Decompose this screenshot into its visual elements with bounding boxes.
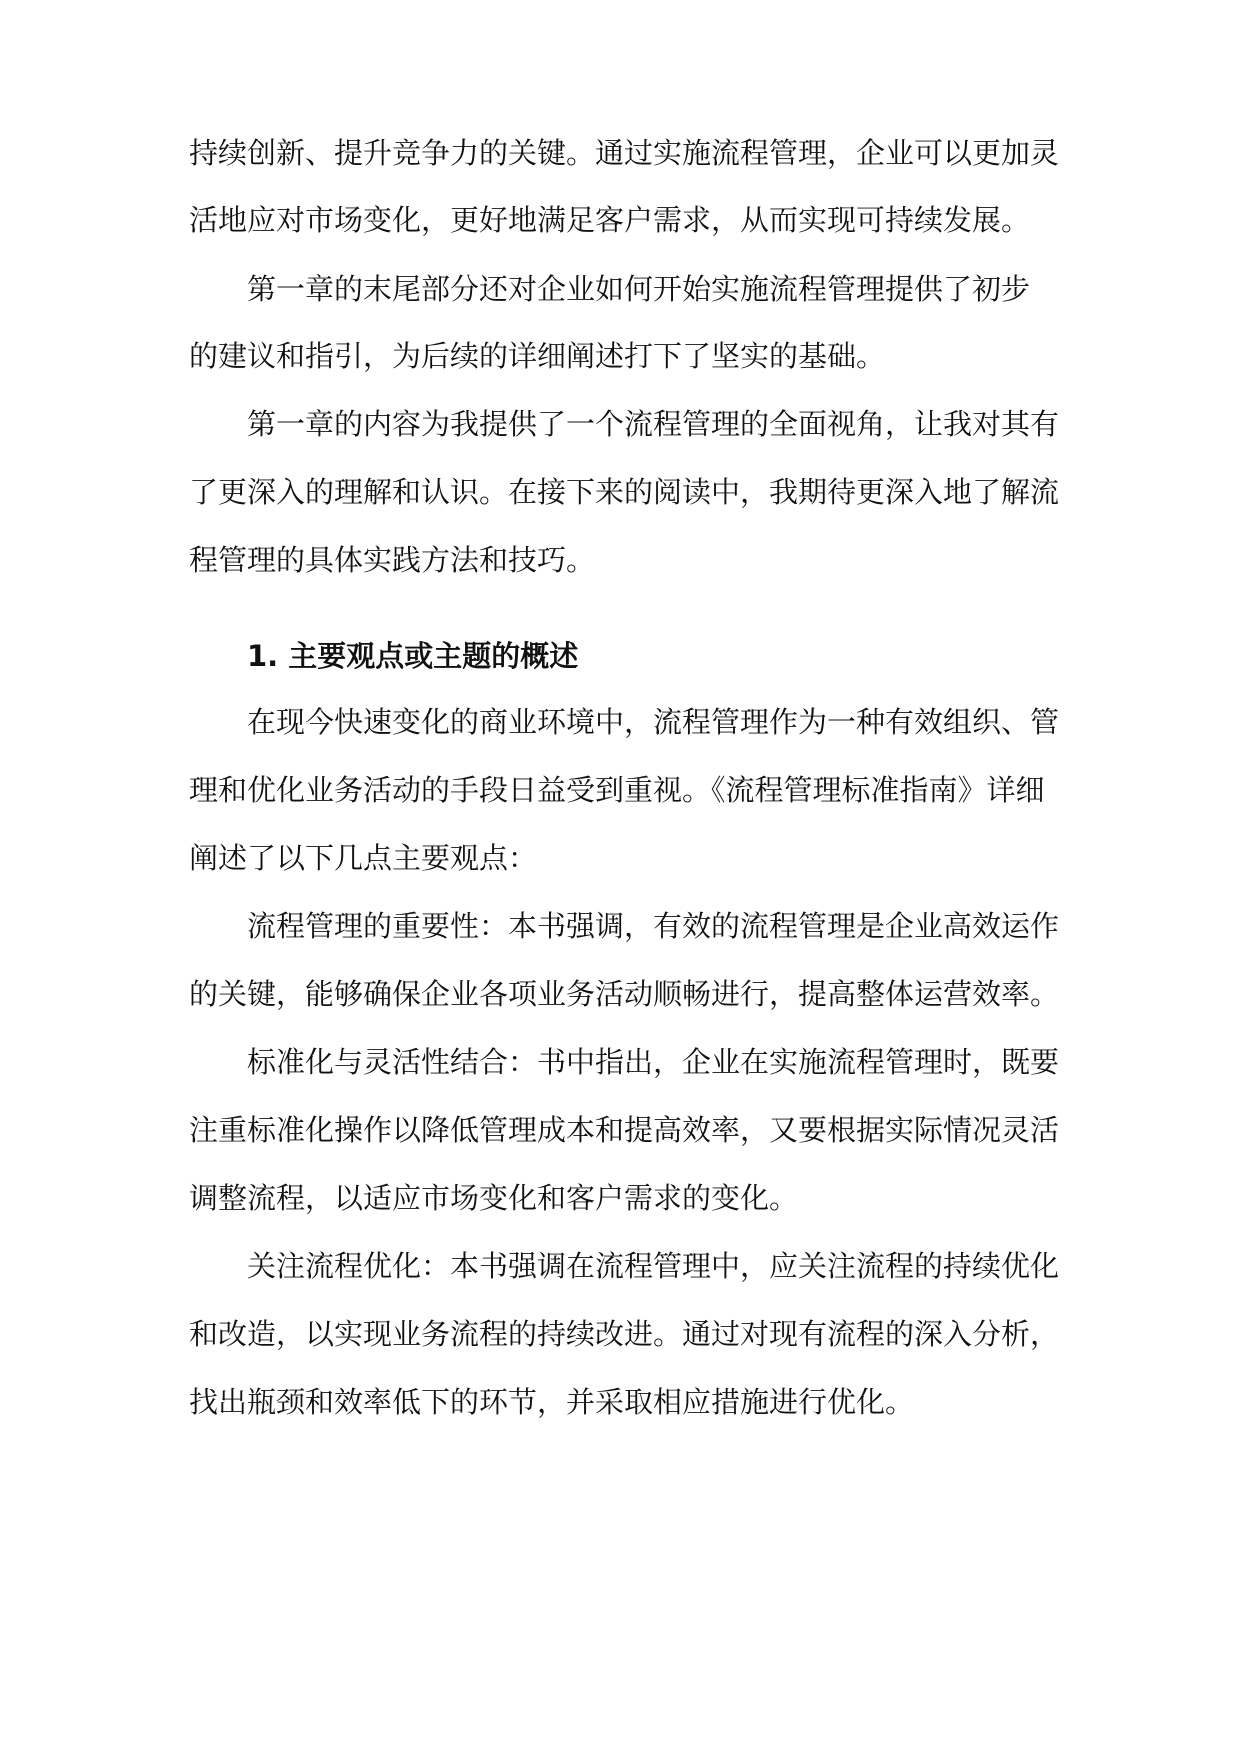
section-heading: 1. 主要观点或主题的概述 bbox=[247, 639, 579, 673]
paragraph-line: 调整流程，以适应市场变化和客户需求的变化。 bbox=[189, 1181, 799, 1215]
paragraph-line: 的建议和指引，为后续的详细阐述打下了坚实的基础。 bbox=[189, 339, 886, 373]
paragraph-line: 在现今快速变化的商业环境中，流程管理作为一种有效组织、管 bbox=[247, 705, 1060, 739]
paragraph-line: 注重标准化操作以降低管理成本和提高效率，又要根据实际情况灵活 bbox=[189, 1113, 1060, 1147]
paragraph-line: 找出瓶颈和效率低下的环节，并采取相应措施进行优化。 bbox=[189, 1385, 915, 1419]
paragraph-line: 持续创新、提升竞争力的关键。通过实施流程管理，企业可以更加灵 bbox=[189, 136, 1060, 170]
paragraph-line: 第一章的末尾部分还对企业如何开始实施流程管理提供了初步 bbox=[247, 272, 1031, 306]
paragraph-line: 标准化与灵活性结合：书中指出，企业在实施流程管理时，既要 bbox=[247, 1045, 1060, 1079]
paragraph-line: 理和优化业务活动的手段日益受到重视。《流程管理标准指南》详细 bbox=[189, 773, 1045, 807]
paragraph-line: 关注流程优化：本书强调在流程管理中，应关注流程的持续优化 bbox=[247, 1249, 1060, 1283]
paragraph-line: 程管理的具体实践方法和技巧。 bbox=[189, 543, 596, 577]
paragraph-line: 了更深入的理解和认识。在接下来的阅读中，我期待更深入地了解流 bbox=[189, 475, 1060, 509]
paragraph-line: 第一章的内容为我提供了一个流程管理的全面视角，让我对其有 bbox=[247, 407, 1060, 441]
paragraph-line: 的关键，能够确保企业各项业务活动顺畅进行，提高整体运营效率。 bbox=[189, 977, 1060, 1011]
paragraph-line: 阐述了以下几点主要观点： bbox=[189, 841, 538, 875]
paragraph-line: 和改造，以实现业务流程的持续改进。通过对现有流程的深入分析， bbox=[189, 1317, 1060, 1351]
paragraph-line: 流程管理的重要性：本书强调，有效的流程管理是企业高效运作 bbox=[247, 909, 1060, 943]
paragraph-line: 活地应对市场变化，更好地满足客户需求，从而实现可持续发展。 bbox=[189, 203, 1031, 237]
